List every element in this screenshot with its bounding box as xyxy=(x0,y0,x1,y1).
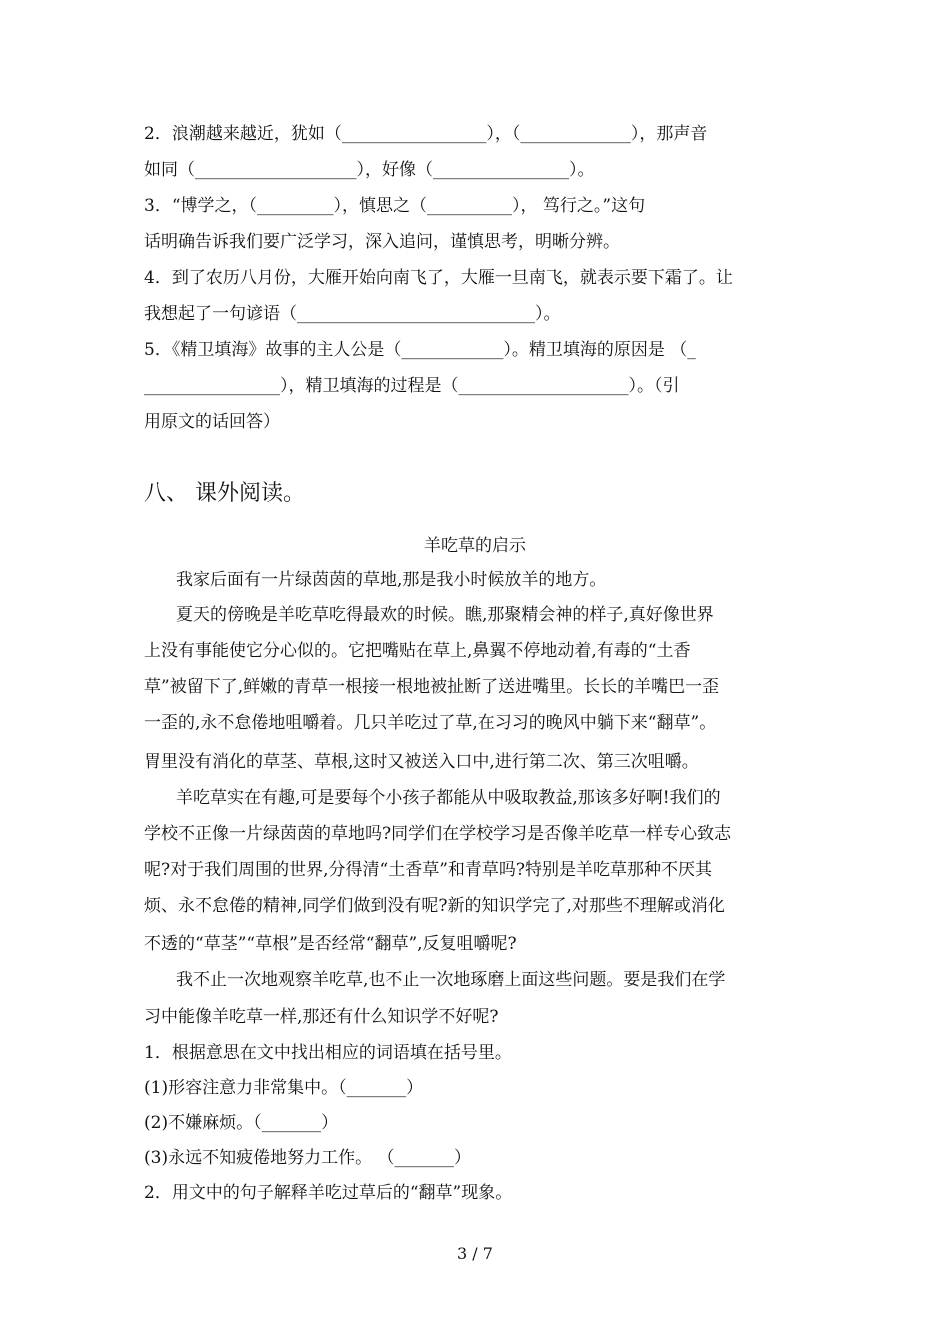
article-line: 我家后面有一片绿茵茵的草地,那是我小时候放羊的地方。 xyxy=(176,570,607,590)
article-line: 上没有事能使它分心似的。它把嘴贴在草上,鼻翼不停地动着,有毒的“土香 xyxy=(144,641,691,661)
article-line: 呢?对于我们周围的世界,分得清“土香草”和青草吗?特别是羊吃草那种不厌其 xyxy=(144,860,713,880)
fill-blank-line: 5．《精卫填海》故事的主人公是（____________）。精卫填海的原因是 （_ xyxy=(144,340,696,360)
question-line: (3)永远不知疲倦地努力工作。 （_______） xyxy=(144,1148,471,1168)
fill-blank-line: 3．“博学之，（_________），慎思之（__________）， 笃行之。”这句 xyxy=(144,196,646,216)
article-line: 学校不正像一片绿茵茵的草地吗?同学们在学校学习是否像羊吃草一样专心致志 xyxy=(144,824,732,844)
fill-blank-line: 用原文的话回答） xyxy=(144,412,280,432)
fill-blank-line: 2．浪潮越来越近，犹如（_________________），（_____________），那声音 xyxy=(144,124,708,144)
question-line: (2)不嫌麻烦。（_______） xyxy=(144,1113,339,1133)
article-line: 不透的“草茎”“草根”是否经常“翻草”,反复咀嚼呢? xyxy=(144,934,517,954)
fill-blank-line: 4．到了农历八月份，大雁开始向南飞了，大雁一旦南飞，就表示要下霜了。让 xyxy=(144,268,733,288)
page-number: 3 / 7 xyxy=(457,1244,493,1263)
question-line: 1．根据意思在文中找出相应的词语填在括号里。 xyxy=(144,1043,512,1063)
question-line: (1)形容注意力非常集中。（_______） xyxy=(144,1078,424,1098)
article-line: 习中能像羊吃草一样,那还有什么知识学不好呢? xyxy=(144,1007,499,1027)
fill-blank-line: 如同（___________________），好像（________________）。 xyxy=(144,160,595,180)
question-line: 2．用文中的句子解释羊吃过草后的“翻草”现象。 xyxy=(144,1183,513,1203)
article-line: 夏天的傍晚是羊吃草吃得最欢的时候。瞧,那聚精会神的样子,真好像世界 xyxy=(176,605,714,625)
fill-blank-line: 话明确告诉我们要广泛学习，深入追问，谨慎思考，明晰分辨。 xyxy=(144,232,620,252)
article-line: 烦、永不怠倦的精神,同学们做到没有呢?新的知识学完了,对那些不理解或消化 xyxy=(144,896,725,916)
article-line: 我不止一次地观察羊吃草,也不止一次地琢磨上面这些问题。要是我们在学 xyxy=(176,970,726,990)
article-title: 羊吃草的启示 xyxy=(424,536,526,556)
article-line: 一歪的,永不怠倦地咀嚼着。几只羊吃过了草,在习习的晚风中躺下来“翻草”。 xyxy=(144,713,717,733)
fill-blank-line: 我想起了一句谚语（____________________________）。 xyxy=(144,304,561,324)
article-line: 羊吃草实在有趣,可是要每个小孩子都能从中吸取教益,那该多好啊!我们的 xyxy=(176,788,721,808)
article-line: 草”被留下了,鲜嫩的青草一根接一根地被扯断了送进嘴里。长长的羊嘴巴一歪 xyxy=(144,677,720,697)
fill-blank-line: ________________），精卫填海的过程是（____________________）。（引 xyxy=(144,376,680,396)
article-line: 胃里没有消化的草茎、草根,这时又被送入口中,进行第二次、第三次咀嚼。 xyxy=(144,752,699,772)
section-heading: 八、 课外阅读。 xyxy=(144,481,305,506)
